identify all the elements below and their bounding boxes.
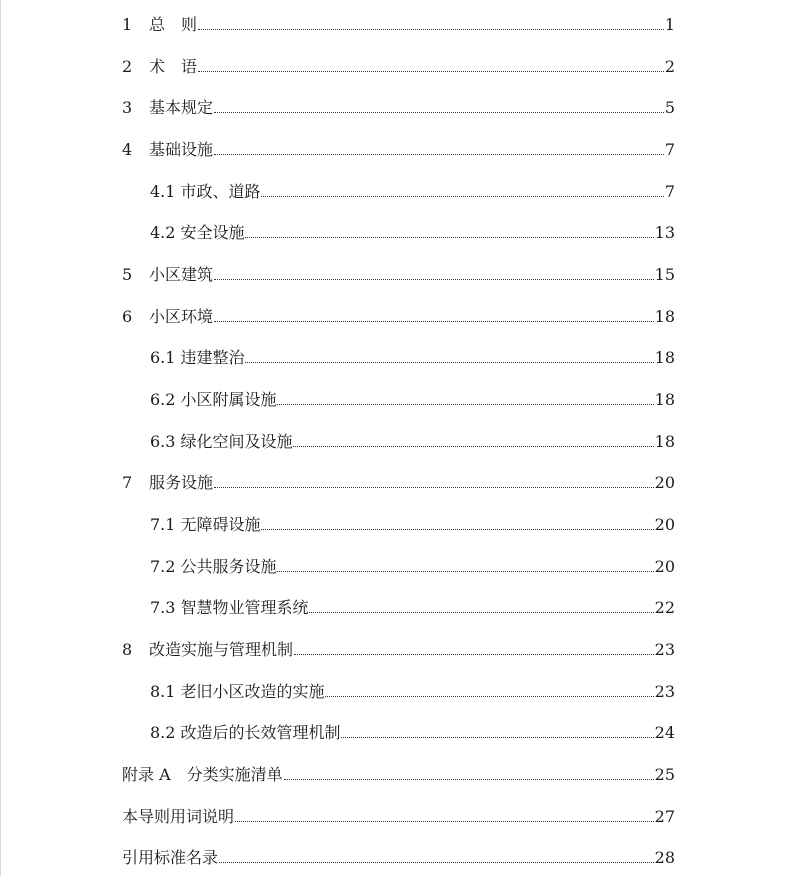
toc-leader-dots [214, 112, 664, 113]
toc-entry[interactable] [122, 96, 675, 118]
toc-entry-page: 18 [654, 390, 675, 409]
toc-entry-page: 1 [664, 15, 675, 34]
toc-entry-number: 7.2 [150, 557, 176, 576]
toc-entry-number: 2 [122, 57, 133, 76]
toc-entry-number: 7 [122, 473, 133, 492]
toc-entry-title: 总 则 [149, 15, 198, 34]
toc-entry-title: 小区附属设施 [180, 390, 277, 409]
toc-leader-dots [214, 487, 654, 488]
toc-entry[interactable] [150, 680, 675, 702]
toc-entry-number: 8.1 [150, 682, 176, 701]
toc-entry-number: 1 [122, 15, 133, 34]
toc-entry[interactable] [150, 180, 675, 202]
toc-entry[interactable] [122, 13, 675, 35]
toc-entry-page: 18 [654, 432, 675, 451]
toc-entry-title: 安全设施 [180, 223, 245, 242]
toc-entry-page: 7 [664, 140, 675, 159]
toc-entry-number: 6.1 [150, 348, 176, 367]
toc-entry-references[interactable] [122, 846, 675, 868]
toc-entry-title: 公共服务设施 [180, 557, 277, 576]
toc-leader-dots [325, 696, 653, 697]
toc-leader-dots [214, 154, 664, 155]
toc-entry-page: 24 [654, 723, 675, 742]
toc-entry-page: 28 [654, 848, 675, 867]
toc-entry-title: 术 语 [149, 57, 198, 76]
toc-entry-title: 服务设施 [149, 473, 214, 492]
toc-leader-dots [293, 446, 653, 447]
toc-entry[interactable] [122, 305, 675, 327]
toc-entry-page: 25 [654, 765, 675, 784]
toc-entry-number: 7.1 [150, 515, 176, 534]
toc-entry-title: 绿化空间及设施 [180, 432, 293, 451]
toc-entry-title: 基础设施 [149, 140, 214, 159]
toc-entry-title: 老旧小区改造的实施 [180, 682, 325, 701]
toc-leader-dots [309, 612, 653, 613]
toc-entry-number: 3 [122, 98, 133, 117]
toc-entry-page: 20 [654, 473, 675, 492]
toc-entry-number: 4.2 [150, 223, 176, 242]
toc-entry-appendix[interactable] [122, 763, 675, 785]
toc-entry-page: 7 [664, 182, 675, 201]
toc-leader-dots [261, 196, 663, 197]
toc-entry[interactable] [150, 221, 675, 243]
toc-entry-page: 22 [654, 598, 675, 617]
toc-leader-dots [294, 654, 654, 655]
toc-leader-dots [214, 279, 654, 280]
toc-entry-page: 13 [654, 223, 675, 242]
toc-entry-number: 7.3 [150, 598, 176, 617]
toc-entry-page: 15 [654, 265, 675, 284]
toc-entry-title: 引用标准名录 [122, 848, 219, 867]
toc-entry[interactable] [150, 555, 675, 577]
toc-entry-title: 改造实施与管理机制 [149, 640, 294, 659]
toc-entry-page: 27 [654, 807, 675, 826]
toc-entry[interactable] [150, 596, 675, 618]
toc-entry-number: 6 [122, 307, 133, 326]
toc-leader-dots [261, 529, 653, 530]
toc-entry-number: 4 [122, 140, 133, 159]
toc-entry-title: 基本规定 [149, 98, 214, 117]
toc-leader-dots [198, 71, 664, 72]
toc-entry[interactable] [150, 346, 675, 368]
toc-leader-dots [341, 737, 653, 738]
toc-entry-title: 违建整治 [180, 348, 245, 367]
page-edge [0, 0, 1, 876]
toc-entry[interactable] [122, 138, 675, 160]
toc-leader-dots [235, 821, 654, 822]
toc-entry-title: 本导则用词说明 [122, 807, 235, 826]
toc-entry-page: 23 [654, 640, 675, 659]
toc-entry-title: 小区环境 [149, 307, 214, 326]
toc-entry[interactable] [150, 388, 675, 410]
toc-entry[interactable] [150, 430, 675, 452]
toc-entry-terms[interactable] [122, 805, 675, 827]
toc-leader-dots [214, 321, 654, 322]
toc-entry-title: 附录 A 分类实施清单 [122, 765, 283, 784]
toc-leader-dots [284, 779, 654, 780]
toc-entry[interactable] [122, 263, 675, 285]
toc-entry-page: 23 [654, 682, 675, 701]
toc-entry[interactable] [122, 638, 675, 660]
toc-entry-number: 6.3 [150, 432, 176, 451]
toc-leader-dots [277, 571, 653, 572]
toc-entry[interactable] [122, 471, 675, 493]
toc-entry-number: 5 [122, 265, 133, 284]
toc-entry-page: 20 [654, 557, 675, 576]
toc-entry-number: 8.2 [150, 723, 176, 742]
toc-leader-dots [219, 862, 654, 863]
toc-entry[interactable] [122, 55, 675, 77]
toc-leader-dots [245, 362, 653, 363]
toc-entry-page: 20 [654, 515, 675, 534]
toc-entry-page: 18 [654, 348, 675, 367]
toc-entry[interactable] [150, 721, 675, 743]
toc-entry-page: 2 [664, 57, 675, 76]
toc-entry-title: 无障碍设施 [180, 515, 261, 534]
toc-entry-page: 18 [654, 307, 675, 326]
toc-entry-title: 改造后的长效管理机制 [180, 723, 341, 742]
toc-entry-title: 智慧物业管理系统 [180, 598, 309, 617]
toc-leader-dots [245, 237, 653, 238]
toc-entry-number: 8 [122, 640, 133, 659]
toc-entry-number: 4.1 [150, 182, 176, 201]
toc-entry-title: 小区建筑 [149, 265, 214, 284]
toc-leader-dots [198, 29, 664, 30]
toc-entry[interactable] [150, 513, 675, 535]
toc-entry-title: 市政、道路 [180, 182, 261, 201]
toc-leader-dots [277, 404, 653, 405]
toc-entry-page: 5 [664, 98, 675, 117]
toc-entry-number: 6.2 [150, 390, 176, 409]
